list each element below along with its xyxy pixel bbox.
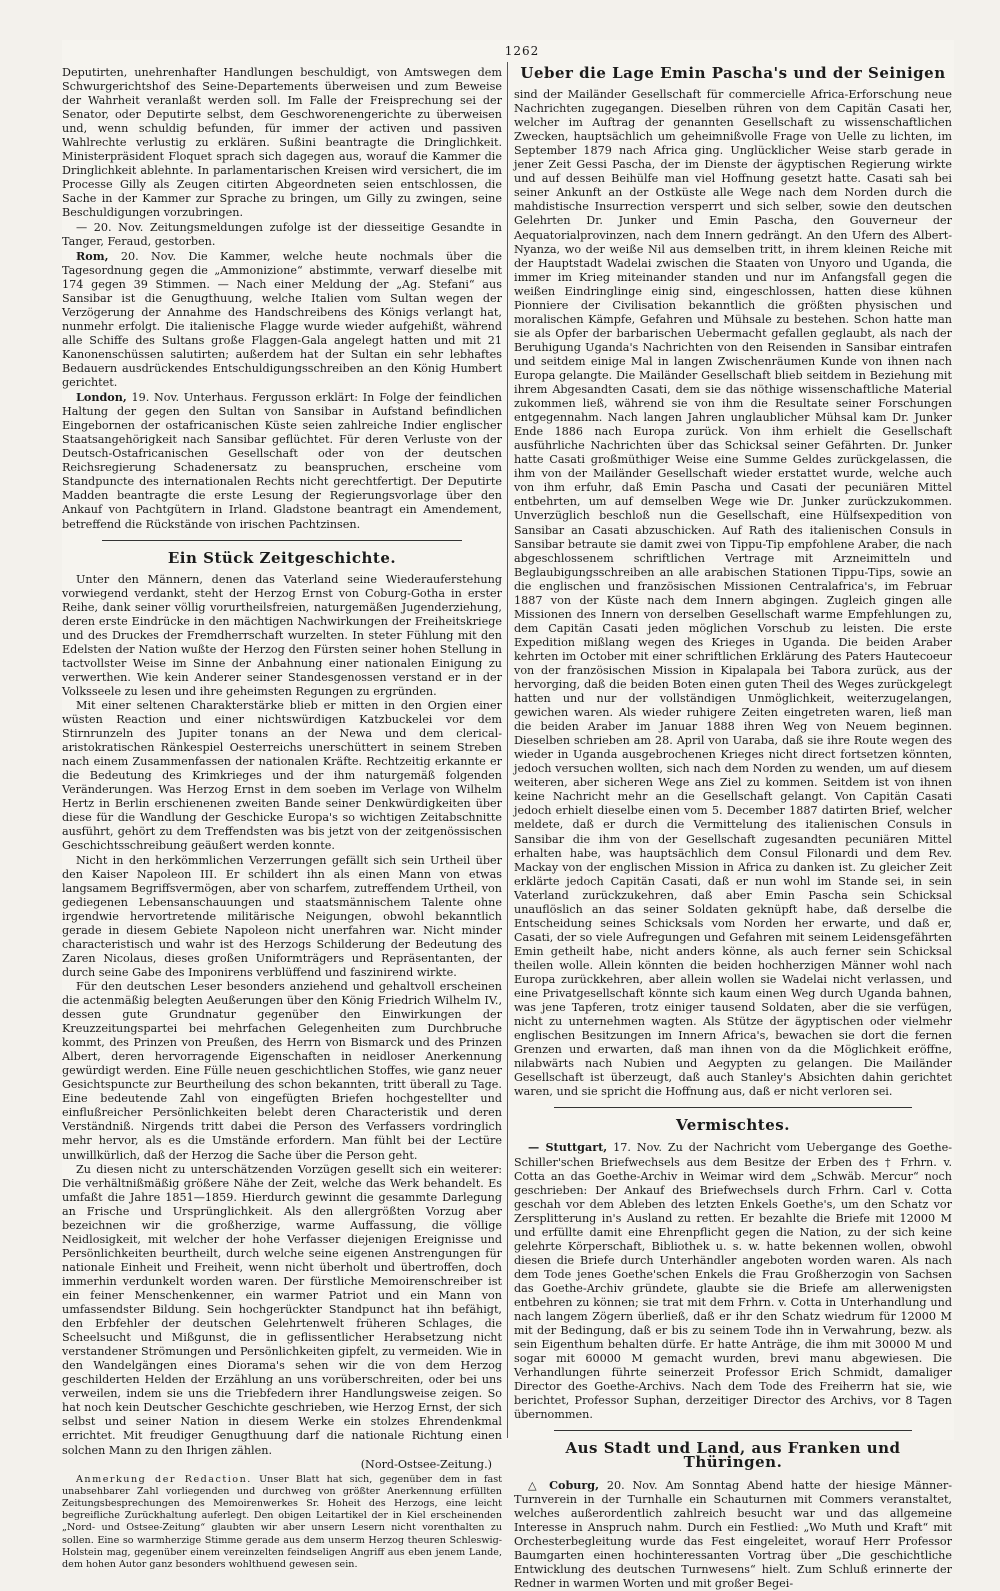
left-column [62, 66, 502, 1571]
paragraph-tangier: — 20. Nov. Zeitungsmeldungen zufolge ist der diesseitige Gesandte in Tanger, Feraud, gestorben. [62, 220, 502, 248]
page-number: 1262 [504, 44, 540, 58]
article-paragraph-4: Für den deutschen Leser besonders anziehend und gehaltvoll erscheinen die actenmäßig belegten Aeußerungen über den König Friedrich Wilhelm IV., dessen gute Grundnatur gegenüber den Einwirkungen der Kreuzzeitungspartei bei mehrfachen Gelegenheiten zum Durchbruche kommt, des Prinzen von Preußen, des Herrn von Bismarck und des Prinzen Albert, deren hervorragende Eigenschaften in neidloser Anerkennung gewürdigt werden. Eine Fülle neuen geschichtlichen Stoffes, wie ganz neuer Gesichtspuncte zur Beurtheilung des schon bekannten, tritt überall zu Tage. Eine bedeutende Zahl von eingefügten Briefen hochgestellter und einflußreicher Persönlichkeiten belebt deren Characteristik und deren Verständniß. Nirgends tritt dabei die Person des Verfassers vordringlich mehr hervor, als es die Umstände erfordern. Man fühlt bei der Lectüre unwillkürlich, daß der Herzog die Sache über die Person geht. [62, 979, 502, 1162]
section-divider [554, 1107, 912, 1108]
article-paragraph-3: Nicht in den herkömmlichen Verzerrungen gefällt sich sein Urtheil über den Kaiser Napoleon III. Er schildert ihn als einen Mann von etwas langsamem Begriffsvermögen, aber von scharfem, zutreffendem Urtheil, von gediegenen Lebensanschauungen und staatsmännischem Talente ohne irgendwie hervortretende militärische Neigungen, obwohl bekanntlich gerade in diesem Gebiete Napoleon nicht unerfahren war. Nicht minder characteristisch und wahr ist des Herzogs Schilderung der Bedeutung des Zaren Nicolaus, dieses großen Uniformträgers und Repräsentanten, der durch seine Gabe des Imponirens verblüffend und faszinirend wirkte. [62, 853, 502, 979]
paragraph-coburg [514, 1478, 952, 1591]
section-title-emin-pascha: Ueber die Lage Emin Pascha's und der Seinigen [520, 64, 946, 82]
dateline-coburg: △ Coburg, [528, 1477, 600, 1492]
section-title-zeitgeschichte: Ein Stück Zeitgeschichte. [167, 548, 397, 567]
rome-text: 20. Nov. Die Kammer, welche heute nochmals über die Tagesordnung gegen die „Ammonizione“ abstimmte, verwarf dieselbe mit 174 gegen 39 Stimmen. — Nach einer Meldung der „Ag. Stefani“ aus Sansibar ist die Genugthuung, welche Italien vom Sultan wegen der Verzögerung der Annahme des Handschreibens des Königs verlangt hat, nunmehr erfolgt. Die italienische Flagge wurde wieder aufgehißt, während alle Schiffe des Sultans große Flaggen-Gala angelegt hatten und mit 21 Kanonenschüssen salutirten; außerdem hat der Sultan ein sehr lebhaftes Bedauern ausdrückendes Entschuldigungsschreiben an den König Humbert gerichtet. [62, 249, 502, 390]
article-paragraph-2: Mit einer seltenen Charakterstärke blieb er mitten in den Orgien einer wüsten Reaction und einer nichtswürdigen Katzbuckelei vor dem Stirnrunzeln des Jupiter tonans an der Newa und dem clerical-aristokratischen Ränkespiel Oesterreichs unerschüttert in seinem Streben nach einem Zusammenfassen der nationalen Kräfte. Rechtzeitig erkannte er die Bedeutung des Krimkrieges und der ihm naturgemäß folgenden Veränderungen. Was Herzog Ernst in dem soeben im Verlage von Wilhelm Hertz in Berlin erschienenen zweiten Bande seiner Denkwürdigkeiten über diese für die Wandlung der Geschicke Europa's so wichtigen Zeitabschnitte ausführt, gehört zu dem Treffendsten was bis jetzt von der zeitgenössischen Geschichtsschreibung geäußert werden konnte. [62, 699, 502, 853]
stuttgart-text: 17. Nov. Zu der Nachricht vom Uebergange des Goethe-Schiller'schen Briefwechsels aus dem Besitze der Erben des † Frhrn. v. Cotta an das Goethe-Archiv in Weimar wird dem „Schwäb. Mercur“ noch geschrieben: Der Ankauf des Briefwechsels durch Frhrn. Carl v. Cotta geschah vor dem Ableben des letzten Enkels Goethe's, um den Schatz vor Zersplitterung in's Ausland zu retten. Er bezahlte die Briefe mit 12000 M und erfüllte damit eine Ehrenpflicht gegen die Nation, zu der sich keine gelehrte Körperschaft, Bibliothek u. s. w. hatte bekennen wollen, obwohl diesen die Briefe durch Unterhändler angeboten worden waren. Als nach dem Tode jenes Goethe'schen Enkels die Frau Großherzogin von Sachsen das Goethe-Archiv gründete, glaubte sie die Briefe am allerwenigsten entbehren zu können; sie trat mit dem Frhrn. v. Cotta in Unterhandlung und nach langem Zögern überließ, daß er ihr den Schatz wiedrum für 12000 M mit der Bedingung, daß er bis zu seinem Tode ihn in Verwahrung, bezw. als sein Eigenthum behalten dürfe. Er hatte Anträge, die ihm mit 30000 M und sogar mit 60000 M gemacht wurden, brevi manu abgewiesen. Die Verhandlungen führte seinerzeit Professor Erich Schmidt, damaliger Director des Goethe-Archivs. Nach dem Tode des Freiherrn hat sie, wie berichtet, Professor Suphan, derzeitiger Director des Archivs, vor 8 Tagen übernommen. [514, 1141, 953, 1422]
editorial-note-label: Anmerkung der Redaction. [76, 1473, 252, 1485]
section-divider [554, 1430, 912, 1431]
editorial-note [62, 1474, 502, 1572]
article-paragraph-1: Unter den Männern, denen das Vaterland seine Wiederauferstehung vorwiegend verdankt, steht der Herzog Ernst von Coburg-Gotha in erster Reihe, dank seiner völlig vorurtheilsfreien, naturgemäßen Jugenderziehung, deren erste Eindrücke in den mächtigen Nachwirkungen der Freiheitskriege und des Druckes der Fremdherrschaft wurzelten. In steter Fühlung mit den Edelsten der Nation wußte der Herzog den Fürsten seiner hohen Stellung in tactvollster Weise im Sinne der Anbahnung einer nationalen Einigung zu verwerthen. Wie kein Anderer seiner Standesgenossen verstand er in der Volksseele zu lesen und ihre geheimsten Regungen zu ergründen. [62, 572, 502, 698]
paragraph-paris-continued: Deputirten, unehrenhafter Handlungen beschuldigt, von Amtswegen dem Schwurgerichtshof des Seine-Departements überweisen und zum Beweise der Wahrheit veranlaßt werden soll. Im Falle der Freisprechung sei der Senator, oder Deputirte selbst, dem Geschworenengerichte zu überweisen und, wenn schuldig befunden, für immer der activen und passiven Wahlrechte verlustig zu erklären. Sußini beantragte die Dringlichkeit. Ministerpräsident Floquet sprach sich dagegen aus, worauf die Kammer die Dringlichkeit ablehnte. In parlamentarischen Kreisen wird versichert, die im Processe Gilly als Zeugen citirten Abgeordneten seien entschlossen, die Sache in der Kammer zur Sprache zu bringen, um Gilly zu zwingen, seine Beschuldigungen vorzubringen. [62, 66, 502, 220]
dateline-stuttgart: — Stuttgart, [528, 1140, 608, 1155]
paragraph-london [62, 390, 502, 531]
article-paragraph-5: Zu diesen nicht zu unterschätzenden Vorzügen gesellt sich ein weiterer: Die verhältnißmäßig größere Nähe der Zeit, welche das Werk behandelt. Es umfaßt die Jahre 1851—1859. Hierdurch gewinnt die gesammte Darlegung an Frische und Ursprünglichkeit. Als den allergrößten Vorzug aber bezeichnen wir die großherzige, warme Auffassung, die völlige Neidlosigkeit, mit welcher der hohe Verfasser diejenigen Ereignisse und Persönlichkeiten beurtheilt, durch welche seine eigenen Anstrengungen für nationale Einheit und Freiheit, wenn nicht überholt und übertroffen, doch immerhin verdunkelt worden waren. Der fürstliche Memoirenschreiber ist ein feiner Menschenkenner, ein warmer Patriot und ein Mann von umfassendster Bildung. Sein hochgerückter Standpunct hat ihn befähigt, den Erbfehler der deutschen Gelehrtenwelt früheren Schlages, die Scheelsucht und Mißgunst, die in geflissentlicher Herabsetzung nicht verstandener Strömungen und Persönlichkeiten gipfelt, zu vermeiden. Wie in den Wandelgängen eines Diorama's sehen wir die von dem Herzog geschilderten Helden der Erzählung an uns vorüberschreiten, oder bei uns verweilen, indem sie uns die Triebfedern ihrer Handlungsweise zeigen. So hat noch kein Deutscher Geschichte geschrieben, wie Herzog Ernst, der sich selbst und seiner Nation in diesem Werke ein stolzes Ehrendenkmal errichtet. Mit freudiger Genugthuung darf die nationale Richtung einen solchen Mann zu den Ihrigen zählen. [62, 1162, 502, 1457]
dateline-rome: Rom, [76, 248, 109, 263]
coburg-text: 20. Nov. Am Sonntag Abend hatte der hiesige Männer-Turnverein in der Turnhalle ein Schauturnen mit Commers veranstaltet, welches außerordentlich zahlreich besucht war und das allgemeine Interesse in Anspruch nahm. Durch ein Festlied: „Wo Muth und Kraft“ mit Orchesterbegleitung wurde das Fest eingeleitet, worauf Herr Professor Baumgarten einen hochinteressanten Vortrag über „Die geschichtliche Entwicklung des deutschen Turnwesens“ hielt. Zum Schluß erinnerte der Redner in warmen Worten und mit großer Begei- [514, 1478, 952, 1590]
newspaper-page [62, 40, 954, 1590]
paragraph-stuttgart [514, 1140, 952, 1422]
section-divider [102, 540, 462, 541]
section-title-stadt-und-land: Aus Stadt und Land, aus Franken und Thüringen. [565, 1439, 901, 1472]
section-title-vermischtes: Vermischtes. [676, 1116, 790, 1135]
paragraph-rome [62, 249, 502, 390]
dateline-london: London, [76, 390, 127, 405]
column-divider [507, 62, 508, 1438]
right-column [514, 64, 953, 1590]
london-text: 19. Nov. Unterhaus. Fergusson erklärt: In Folge der feindlichen Haltung der gegen den Sultan von Sansibar in Aufstand befindlichen Eingebornen der ostafricanischen Küste seien zahlreiche Indier englischer Staatsangehörigkeit nach Sansibar geflüchtet. Für deren Verluste von der Deutsch-Ostafricanischen Gesellschaft oder von der deutschen Reichsregierung Schadenersatz zu beanspruchen, erscheine vom Standpuncte des internationalen Rechts nicht gerechtfertigt. Der Deputirte Madden beantragte die erste Lesung der Regierungsvorlage über den Ankauf von Pachtgütern in Irland. Gladstone beantragt ein Amendement, betreffend die Rückstände von irischen Pachtzinsen. [62, 391, 502, 531]
article-source: (Nord-Ostsee-Zeitung.) [360, 1457, 492, 1471]
editorial-note-text: Unser Blatt hat sich, gegenüber dem in fast unabsehbarer Zahl vorliegenden und durchweg von größter Anerkennung erfüllten Zeitungsbesprechungen des Memoirenwerkes Sr. Hoheit des Herzogs, eine leicht begreifliche Zurückhaltung auferlegt. Den obigen Leitartikel der in Kiel erscheinenden „Nord- und Ostsee-Zeitung“ glaubten wir aber unsern Lesern nicht vorenthalten zu sollen. Eine so warmherzige Stimme gerade aus dem unserm Herzog theuren Schleswig-Holstein mag, gegenüber einem vereinzelten feindseligen Angriff aus eben jenem Lande, dem hohen Autor ganz besonders wohlthuend gewesen sein. [62, 1473, 502, 1571]
emin-pascha-article: sind der Mailänder Gesellschaft für commercielle Africa-Erforschung neue Nachrichten zugegangen. Dieselben rühren von dem Capitän Casati her, welcher im Auftrag der genannten Gesellschaft zu wissenschaftlichen Zwecken, hauptsächlich um geheimnißvolle Frage von Uelle zu lichten, im September 1879 nach Africa ging. Unglücklicher Weise starb gerade in jener Zeit Gessi Pascha, der im Dienste der ägyptischen Regierung wirkte und auf dessen Beihülfe man viel Hoffnung gesetzt hatte. Casati sah bei seiner Ankunft an der Ostküste alle Wege nach dem Norden durch die mahdistische Insurrection versperrt und sich selber, sowie den deutschen Gelehrten Dr. Junker und Emin Pascha, den Gouverneur der Aequatorialprovinzen, nach dem Innern gedrängt. An den Ufern des Albert-Nyanza, wo der weiße Nil aus demselben tritt, in ihrem kleinen Reiche mit der Hauptstadt Wadelai zwischen die Staaten von Unyoro und Uganda, die immer im Krieg miteinander standen und nur im Anfangsfall gegen die weißen Eindringlinge einig sind, eingeschlossen, hatten diese kühnen Pionniere der Civilisation bekanntlich die größten physischen und moralischen Kämpfe, Gefahren und Mühsale zu bestehen. Schon hatte man sie als Opfer der barbarischen Uebermacht gefallen geglaubt, als nach der Beruhigung Uganda's Nachrichten von den Reisenden in Sansibar eintrafen und seitdem einige Mal in langen Zwischenräumen Kunde von ihnen nach Europa gelangte. Die Mailänder Gesellschaft blieb seitdem in Beziehung mit ihrem Abgesandten Casati, dem sie das nöthige wissenschaftliche Material zukommen ließ, während sie von ihm die Resultate seiner Forschungen entgegennahm. Nach langen Jahren unglaublicher Mühsal kam Dr. Junker Ende 1886 nach Europa zurück. Von ihm erhielt die Gesellschaft ausführliche Nachrichten über das Schicksal seiner Gefährten. Dr. Junker hatte Casati großmüthiger Weise eine Summe Geldes zurückgelassen, die ihm von der Mailänder Gesellschaft wieder erstattet wurde, welche auch von ihm erfuhr, daß Emin Pascha und Casati der pecuniären Mittel entbehrten, um auf demselben Wege wie Dr. Junker zurückzukommen. Unverzüglich beschloß nun die Gesellschaft, eine Hülfsexpedition von Sansibar an Casati abzuschicken. Auf Rath des italienischen Consuls in Sansibar betraute sie damit zwei von Tippu-Tip empfohlene Araber, die nach abgeschlossenem schriftlichen Vertrage mit Arzneimitteln und Beglaubigungsschreiben an alle arabischen Stationen Tippu-Tips, sowie an die englischen und französischen Missionen Centralafrica's, im Februar 1887 von der Küste nach dem Innern abgingen. Zugleich gingen alle Missionen des Innern von derselben Gesellschaft warme Empfehlungen zu, dem Capitän Casati jeden möglichen Vorschub zu leisten. Die erste Expedition mißlang wegen des Krieges in Uganda. Die beiden Araber kehrten im October mit einer schriftlichen Erklärung des Paters Hautecoeur von der französischen Mission in Kipalapala bei Tabora zurück, aus der hervorging, daß die beiden Boten einen guten Theil des Weges zurückgelegt hatten und nur der vollständigen Unmöglichkeit, weiterzugelangen, gewichen waren. Als wieder ruhigere Zeiten eingetreten waren, ließ man die beiden Araber im Januar 1888 ihren Weg von Neuem beginnen. Dieselben schrieben am 28. April von Uaraba, daß sie ihre Route wegen des wieder in Uganda ausgebrochenen Krieges nicht direct fortsetzen könnten, jedoch versuchen wollten, sich nach dem Norden zu wenden, um auf diesem weiteren, aber sicheren Wege ans Ziel zu kommen. Seitdem ist von ihnen keine Nachricht mehr an die Gesellschaft gelangt. Von Capitän Casati jedoch erhielt dieselbe einen vom 5. December 1887 datirten Brief, welcher meldete, daß er durch die Vermittelung des italienischen Consuls in Sansibar die ihm von der Gesellschaft zugesandten pecuniären Mittel erhalten habe, was hauptsächlich dem Consul Filonardi und dem Rev. Mackay von der englischen Mission in Africa zu danken ist. Zu gleicher Zeit erklärte jedoch Capitän Casati, daß er nun wohl im Stande sei, in sein Vaterland zurückzukehren, daß aber Emin Pascha sein Schicksal unauflöslich an das seiner Soldaten geknüpft habe, daß derselbe die Entscheidung seines Schicksals vom Norden her erwarte, und daß er, Casati, der so viele Aufregungen und Gefahren mit seinem Leidensgefährten Emin getheilt habe, nicht anders könne, als auch ferner sein Schicksal theilen wolle. Allein könnten die beiden hochherzigen Männer wohl nach Europa zurückkehren, aber allein wollen sie Wadelai nicht verlassen, und eine Privatgesellschaft könnte sich kaum einen Weg durch Uganda bahnen, was jene Tapferen, trotz einiger tausend Soldaten, aber die sie verfügen, nicht zu unternehmen wagten. Als Stütze der ägyptischen oder vielmehr englischen Besitzungen im Innern Africa's, bewachen sie dort die fernen Grenzen und erwarten, daß man ihnen von da die Möglichkeit eröffne, nilabwärts nach Nubien und Aegypten zu gelangen. Die Mailänder Gesellschaft ist überzeugt, daß auch Stanley's Absichten dahin gerichtet waren, und sie spricht die Hoffnung aus, daß er nicht verloren sei. [514, 88, 952, 1099]
